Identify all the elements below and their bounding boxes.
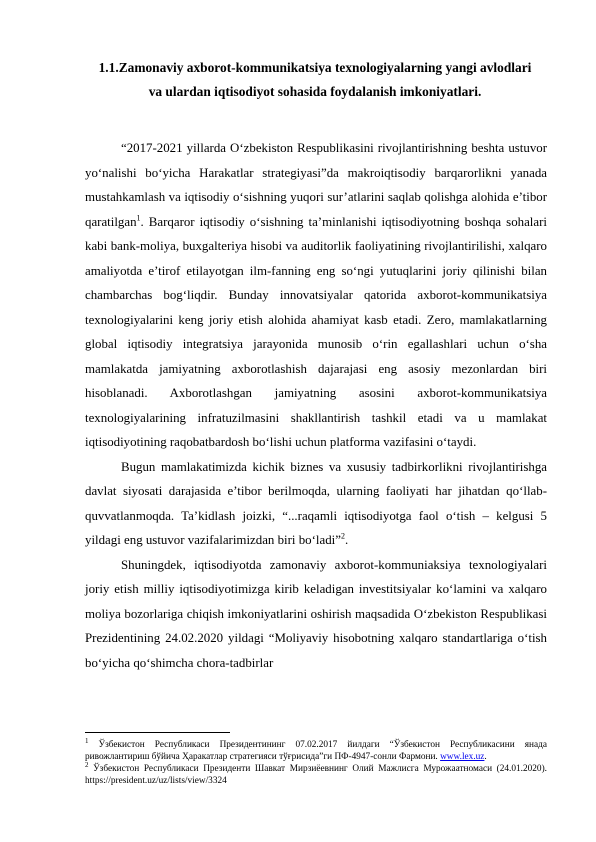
heading-line-2: va ulardan iqtisodiyot sohasida foydalanish imkoniyatlari.	[148, 84, 482, 99]
footnote-separator	[85, 732, 230, 733]
footnote-ref-2[interactable]: 2	[340, 531, 345, 541]
paragraph-1	[85, 136, 547, 455]
footnote-2	[85, 760, 547, 787]
paragraph-2	[85, 455, 547, 553]
footnote-2-text: Ўзбекистон Республикаси Президенти Шавкат Мирзиёевнинг Олий Мажлисга Мурожаатномаси (24.01.2020). https://president.uz/uz/lists/view/3324	[85, 764, 547, 786]
footnote-1-end: .	[484, 752, 487, 762]
paragraph-1-text-a: “2017-2021 yillarda O‘zbekiston Respublikasini rivojlantirishning beshta ustuvor yo‘nalishi bo‘yicha Harakatlar strategiyasi”da makroiqtisodiy barqarorlikni yanada mustahkamlash va iqtisodiy o‘sishning yuqori sur’atlarini saqlab qolishga alohida e’tibor qaratilgan	[85, 141, 547, 229]
section-heading	[80, 56, 550, 104]
footnote-1-text: Ўзбекистон Республикаси Президентининг 07.02.2017 йилдаги “Ўзбекистон Республикасини янада ривожлантириш бўйича Ҳаракатлар стратегияси тўғрисида”ги ПФ-4947-сонли Фармони.	[85, 740, 547, 762]
heading-line-1: 1.1.Zamonaviy axborot-kommunikatsiya texnologiyalarning yangi avlodlari	[98, 60, 532, 75]
paragraph-2-text-b: .	[344, 533, 349, 547]
paragraph-1-text-b: . Barqaror iqtisodiy o‘sishning ta’minlanishi iqtisodiyotning boshqa sohalari kabi bank-moliya, buxgalteriya hisobi va auditorlik faoliyatining rivojlantirilishi, xalqaro amaliyotda e’tirof etilayotgan ilm-fanning eng so‘ngi yutuqlarini joriy qilinishi bilan chambarchas bog‘liqdir. Bunday innovatsiyalar qatorida axborot-kommunikatsiya texnologiyalarini keng joriy etish alohida ahamiyat kasb etadi. Zero, mamlakatlarning global iqtisodiy integratsiya jarayonida munosib o‘rin egallashlari uchun o‘sha mamlakatda jamiyatning axborotlashish dajarajasi eng asosiy mezonlardan biri hisoblanadi. Axborotlashgan jamiyatning asosini axborot-kommunikatsiya texnologiyalarining infratuzilmasini shakllantirish tashkil etadi va u mamlakat iqtisodiyotining raqobatbardosh bo‘lishi uchun platforma vazifasini o‘taydi.	[85, 214, 547, 449]
footnote-1-number: 1	[85, 736, 89, 745]
footnote-ref-1[interactable]: 1	[136, 213, 141, 223]
footnote-1-link[interactable]: www.lex.uz	[440, 752, 485, 762]
paragraph-3	[85, 553, 547, 676]
footnote-1	[85, 736, 547, 763]
body-text	[85, 136, 547, 675]
footnote-2-number: 2	[85, 760, 89, 769]
paragraph-2-text-a: Bugun mamlakatimizda kichik biznes va xususiy tadbirkorlikni rivojlantirishga davlat siyosati darajasida e’tibor berilmoqda, ularning faoliyati har jihatdan qo‘llab-quvvatlanmoqda. Ta’kidlash joizki, “...raqamli iqtisodiyotga faol o‘tish – kelgusi 5 yildagi eng ustuvor vazifalarimizdan biri bo‘ladi”	[85, 459, 547, 547]
paragraph-3-text: Shuningdek, iqtisodiyotda zamonaviy axborot-kommuniaksiya texnologiyalari joriy etish milliy iqtisodiyotimizga kirib keladigan investitsiyalar ko‘lamini va xalqaro moliya bozorlariga chiqish imkoniyatlarini oshirish maqsadida O‘zbekiston Respublikasi Prezidentining 24.02.2020 yildagi “Moliyaviy hisobotning xalqaro standartlariga o‘tish bo‘yicha qo‘shimcha chora-tadbirlar	[85, 557, 547, 670]
footnotes	[85, 736, 547, 787]
